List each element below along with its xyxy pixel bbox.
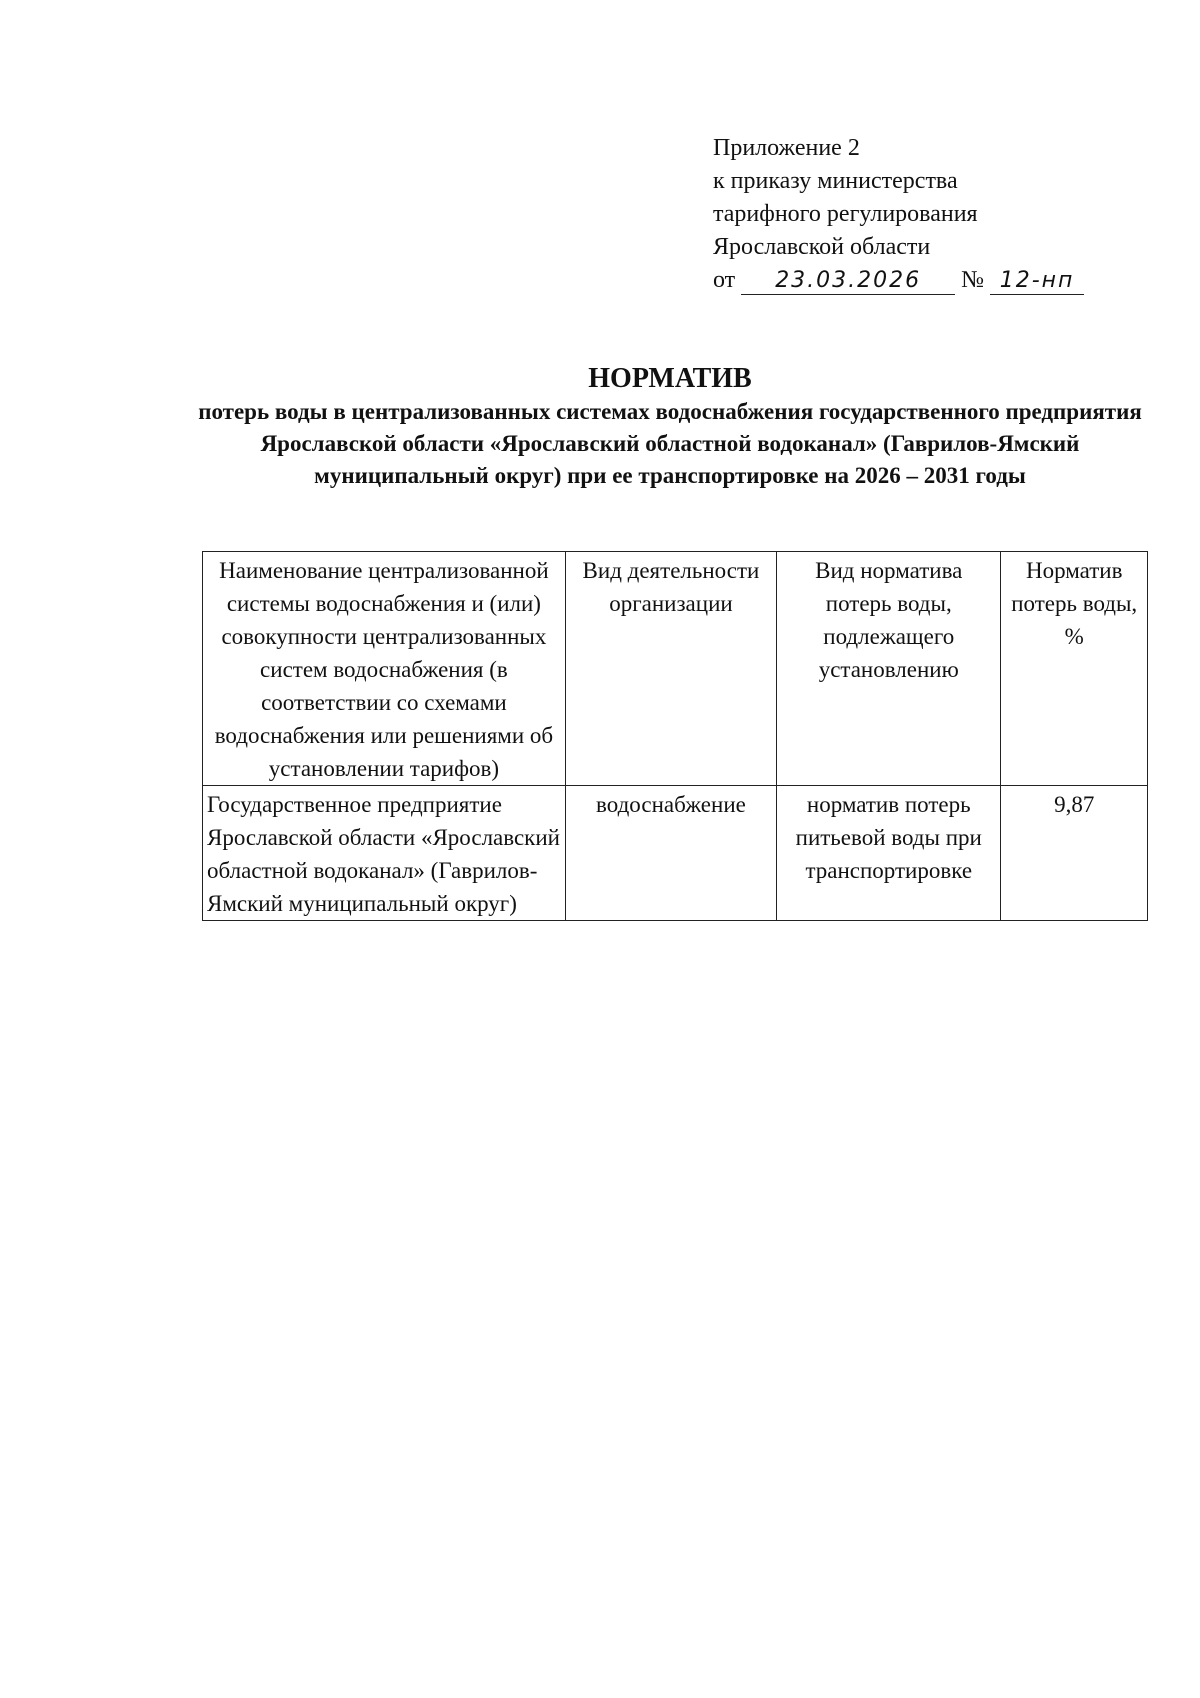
cell-system: Государственное предприятие Ярославской области «Ярославский областной водоканал» (Гаврилов-Ямский муниципальный округ) xyxy=(203,786,566,921)
handwritten-date: 23.03.2026 xyxy=(741,268,955,295)
header-norm-type: Вид норматива потерь воды, подлежащего установлению xyxy=(777,552,1001,786)
cell-activity: водоснабжение xyxy=(565,786,776,921)
appendix-block xyxy=(713,132,1084,297)
appendix-date-line xyxy=(713,264,1084,297)
table-row xyxy=(203,786,1148,921)
appendix-line-4: Ярославской области xyxy=(713,234,931,260)
appendix-line-1: Приложение 2 xyxy=(713,135,860,161)
document-subtitle: потерь воды в централизованных системах водоснабжения государственного предприятия Ярославской области «Ярославский областной водоканал» (Гаврилов-Ямский муниципальный округ) при ее транспортировке на 2026 – 2031 годы xyxy=(198,399,1142,488)
number-prefix: № xyxy=(961,267,985,293)
document-title-block xyxy=(180,362,1160,492)
header-system: Наименование централизованной системы водоснабжения и (или) совокупности централизованных систем водоснабжения (в соответствии со схемами водоснабжения или решениями об установлении тарифов) xyxy=(203,552,566,786)
handwritten-number: 12-нп xyxy=(990,268,1084,295)
table-header-row xyxy=(203,552,1148,786)
header-norm-value: Норматив потерь воды, % xyxy=(1001,552,1148,786)
cell-norm-value: 9,87 xyxy=(1001,786,1148,921)
appendix-line-2: к приказу министерства xyxy=(713,168,958,194)
norm-table xyxy=(202,551,1148,921)
document-title: НОРМАТИВ xyxy=(588,363,752,394)
header-activity: Вид деятельности организации xyxy=(565,552,776,786)
cell-norm-type: норматив потерь питьевой воды при транспортировке xyxy=(777,786,1001,921)
date-prefix: от xyxy=(713,267,736,293)
appendix-line-3: тарифного регулирования xyxy=(713,201,978,227)
